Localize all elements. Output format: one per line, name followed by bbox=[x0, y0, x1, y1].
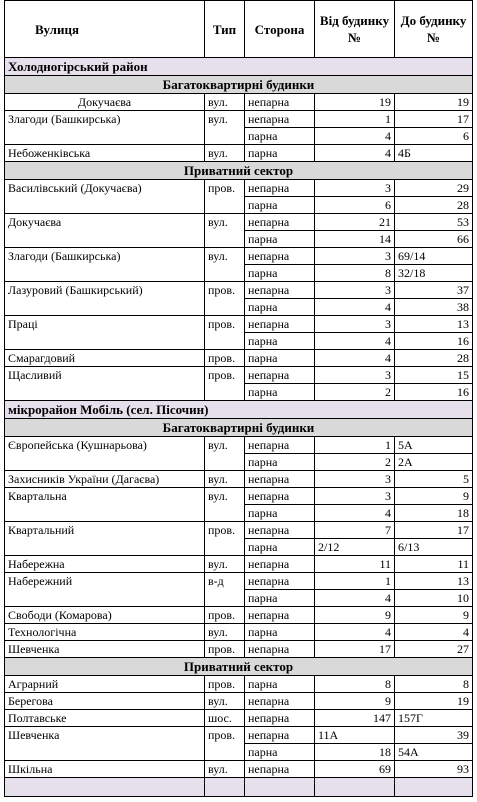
table-row bbox=[5, 693, 473, 710]
type-cell: пров. bbox=[205, 367, 245, 384]
street-cell: Докучаєва bbox=[5, 214, 205, 231]
side-cell: парна bbox=[245, 505, 315, 522]
housing-type-row bbox=[5, 162, 473, 180]
type-cell: пров. bbox=[205, 641, 245, 658]
type-cell: пров. bbox=[205, 607, 245, 624]
from-cell: 9 bbox=[315, 607, 395, 624]
table-row bbox=[5, 761, 473, 778]
table-row bbox=[5, 145, 473, 162]
to-cell: 19 bbox=[395, 693, 473, 710]
street-cell bbox=[5, 454, 205, 471]
from-cell: 7 bbox=[315, 522, 395, 539]
street-cell: Берегова bbox=[5, 693, 205, 710]
type-cell: вул. bbox=[205, 94, 245, 111]
to-cell: 16 bbox=[395, 384, 473, 401]
table-row bbox=[5, 539, 473, 556]
empty-cell bbox=[5, 778, 205, 797]
to-cell: 13 bbox=[395, 573, 473, 590]
side-cell: парна bbox=[245, 333, 315, 350]
side-cell: парна bbox=[245, 231, 315, 248]
to-cell: 15 bbox=[395, 367, 473, 384]
street-cell bbox=[5, 197, 205, 214]
to-cell: 39 bbox=[395, 727, 473, 744]
to-cell: 4Б bbox=[395, 145, 473, 162]
side-cell: непарна bbox=[245, 367, 315, 384]
from-cell: 3 bbox=[315, 471, 395, 488]
header-row bbox=[5, 1, 473, 58]
street-cell bbox=[5, 539, 205, 556]
type-cell bbox=[205, 590, 245, 607]
table-row bbox=[5, 94, 473, 111]
to-cell: 93 bbox=[395, 761, 473, 778]
from-cell: 14 bbox=[315, 231, 395, 248]
table-row bbox=[5, 197, 473, 214]
table-row bbox=[5, 180, 473, 197]
type-cell bbox=[205, 454, 245, 471]
table-row bbox=[5, 248, 473, 265]
type-cell bbox=[205, 265, 245, 282]
header-from: Від будинку № bbox=[315, 1, 395, 58]
table-row bbox=[5, 556, 473, 573]
from-cell: 21 bbox=[315, 214, 395, 231]
from-cell: 3 bbox=[315, 367, 395, 384]
side-cell: парна bbox=[245, 145, 315, 162]
side-cell: парна bbox=[245, 350, 315, 367]
side-cell: парна bbox=[245, 384, 315, 401]
to-cell: 38 bbox=[395, 299, 473, 316]
type-cell: вул. bbox=[205, 214, 245, 231]
street-cell: Полтавське bbox=[5, 710, 205, 727]
street-cell: Квартальний bbox=[5, 522, 205, 539]
to-cell: 2А bbox=[395, 454, 473, 471]
to-cell: 5А bbox=[395, 437, 473, 454]
empty-row bbox=[5, 778, 473, 797]
type-cell: вул. bbox=[205, 145, 245, 162]
to-cell: 17 bbox=[395, 522, 473, 539]
to-cell: 8 bbox=[395, 676, 473, 693]
side-cell: непарна bbox=[245, 471, 315, 488]
street-cell: Аграрний bbox=[5, 676, 205, 693]
side-cell: непарна bbox=[245, 693, 315, 710]
from-cell: 3 bbox=[315, 180, 395, 197]
housing-type-label: Приватний сектор bbox=[5, 658, 473, 676]
type-cell bbox=[205, 128, 245, 145]
header-to: До будинку № bbox=[395, 1, 473, 58]
side-cell: непарна bbox=[245, 282, 315, 299]
table-row bbox=[5, 299, 473, 316]
from-cell: 11А bbox=[315, 727, 395, 744]
street-cell: Шевченка bbox=[5, 641, 205, 658]
street-cell: Шевченка bbox=[5, 727, 205, 744]
type-cell bbox=[205, 231, 245, 248]
street-cell: Небоженківська bbox=[5, 145, 205, 162]
from-cell: 8 bbox=[315, 265, 395, 282]
side-cell: парна bbox=[245, 265, 315, 282]
type-cell: вул. bbox=[205, 248, 245, 265]
housing-type-label: Багатоквартирні будинки bbox=[5, 76, 473, 94]
table-row bbox=[5, 522, 473, 539]
type-cell bbox=[205, 744, 245, 761]
housing-type-row bbox=[5, 658, 473, 676]
type-cell: вул. bbox=[205, 761, 245, 778]
to-cell: 5 bbox=[395, 471, 473, 488]
table-row bbox=[5, 282, 473, 299]
type-cell: вул. bbox=[205, 624, 245, 641]
to-cell: 28 bbox=[395, 197, 473, 214]
table-row bbox=[5, 316, 473, 333]
street-cell: Лазуровий (Башкирський) bbox=[5, 282, 205, 299]
table-row bbox=[5, 128, 473, 145]
district-label: мікрорайон Мобіль (сел. Пісочин) bbox=[5, 401, 473, 419]
type-cell: вул. bbox=[205, 488, 245, 505]
from-cell: 11 bbox=[315, 556, 395, 573]
from-cell: 4 bbox=[315, 145, 395, 162]
to-cell: 6/13 bbox=[395, 539, 473, 556]
to-cell: 37 bbox=[395, 282, 473, 299]
side-cell: непарна bbox=[245, 573, 315, 590]
street-cell: Шкільна bbox=[5, 761, 205, 778]
side-cell: непарна bbox=[245, 641, 315, 658]
empty-cell bbox=[205, 778, 245, 797]
street-cell bbox=[5, 128, 205, 145]
from-cell: 4 bbox=[315, 590, 395, 607]
type-cell: вул. bbox=[205, 693, 245, 710]
side-cell: непарна bbox=[245, 522, 315, 539]
to-cell: 54А bbox=[395, 744, 473, 761]
from-cell: 3 bbox=[315, 488, 395, 505]
to-cell: 10 bbox=[395, 590, 473, 607]
table-row bbox=[5, 505, 473, 522]
street-cell: Технологічна bbox=[5, 624, 205, 641]
type-cell: пров. bbox=[205, 676, 245, 693]
side-cell: непарна bbox=[245, 437, 315, 454]
side-cell: парна bbox=[245, 197, 315, 214]
type-cell bbox=[205, 299, 245, 316]
from-cell: 2 bbox=[315, 454, 395, 471]
district-section-row bbox=[5, 58, 473, 76]
side-cell: парна bbox=[245, 624, 315, 641]
type-cell: вул. bbox=[205, 471, 245, 488]
side-cell: непарна bbox=[245, 710, 315, 727]
table-row bbox=[5, 744, 473, 761]
to-cell: 13 bbox=[395, 316, 473, 333]
street-cell: Докучаєва bbox=[5, 94, 205, 111]
type-cell bbox=[205, 197, 245, 214]
table-row bbox=[5, 454, 473, 471]
side-cell: непарна bbox=[245, 727, 315, 744]
from-cell: 4 bbox=[315, 505, 395, 522]
header-type: Тип bbox=[205, 1, 245, 58]
table-row bbox=[5, 607, 473, 624]
street-cell: Захисників України (Дагаєва) bbox=[5, 471, 205, 488]
housing-type-label: Приватний сектор bbox=[5, 162, 473, 180]
type-cell: пров. bbox=[205, 350, 245, 367]
street-cell: Смарагдовий bbox=[5, 350, 205, 367]
from-cell: 2/12 bbox=[315, 539, 395, 556]
type-cell bbox=[205, 384, 245, 401]
street-cell: Квартальна bbox=[5, 488, 205, 505]
to-cell: 69/14 bbox=[395, 248, 473, 265]
side-cell: непарна bbox=[245, 94, 315, 111]
side-cell: непарна bbox=[245, 111, 315, 128]
to-cell: 17 bbox=[395, 111, 473, 128]
district-section-row bbox=[5, 401, 473, 419]
street-cell: Злагоди (Башкирська) bbox=[5, 248, 205, 265]
side-cell: парна bbox=[245, 454, 315, 471]
from-cell: 3 bbox=[315, 316, 395, 333]
to-cell: 18 bbox=[395, 505, 473, 522]
table-row bbox=[5, 350, 473, 367]
from-cell: 4 bbox=[315, 128, 395, 145]
to-cell: 16 bbox=[395, 333, 473, 350]
street-cell: Свободи (Комарова) bbox=[5, 607, 205, 624]
table-row bbox=[5, 214, 473, 231]
type-cell: пров. bbox=[205, 282, 245, 299]
street-cell bbox=[5, 265, 205, 282]
table-row bbox=[5, 471, 473, 488]
side-cell: непарна bbox=[245, 214, 315, 231]
from-cell: 17 bbox=[315, 641, 395, 658]
from-cell: 8 bbox=[315, 676, 395, 693]
table-row bbox=[5, 384, 473, 401]
to-cell: 4 bbox=[395, 624, 473, 641]
header-street: Вулиця bbox=[5, 1, 205, 58]
table-row bbox=[5, 727, 473, 744]
type-cell: пров. bbox=[205, 316, 245, 333]
type-cell bbox=[205, 333, 245, 350]
from-cell: 3 bbox=[315, 282, 395, 299]
type-cell: вул. bbox=[205, 437, 245, 454]
street-cell bbox=[5, 590, 205, 607]
to-cell: 9 bbox=[395, 488, 473, 505]
street-cell: Злагоди (Башкирська) bbox=[5, 111, 205, 128]
side-cell: непарна bbox=[245, 248, 315, 265]
street-cell: Василівський (Докучаєва) bbox=[5, 180, 205, 197]
from-cell: 4 bbox=[315, 299, 395, 316]
housing-type-label: Багатоквартирні будинки bbox=[5, 419, 473, 437]
to-cell: 27 bbox=[395, 641, 473, 658]
street-cell: Європейська (Кушнарьова) bbox=[5, 437, 205, 454]
housing-type-row bbox=[5, 76, 473, 94]
side-cell: непарна bbox=[245, 488, 315, 505]
to-cell: 32/18 bbox=[395, 265, 473, 282]
street-cell bbox=[5, 505, 205, 522]
to-cell: 11 bbox=[395, 556, 473, 573]
to-cell: 66 bbox=[395, 231, 473, 248]
type-cell: шос. bbox=[205, 710, 245, 727]
table-row bbox=[5, 676, 473, 693]
to-cell: 28 bbox=[395, 350, 473, 367]
table-row bbox=[5, 590, 473, 607]
to-cell: 6 bbox=[395, 128, 473, 145]
table-body bbox=[5, 58, 473, 797]
from-cell: 18 bbox=[315, 744, 395, 761]
table-row bbox=[5, 641, 473, 658]
side-cell: непарна bbox=[245, 316, 315, 333]
empty-cell bbox=[315, 778, 395, 797]
street-cell bbox=[5, 231, 205, 248]
street-cell: Набережний bbox=[5, 573, 205, 590]
from-cell: 4 bbox=[315, 624, 395, 641]
side-cell: непарна bbox=[245, 180, 315, 197]
table-row bbox=[5, 624, 473, 641]
from-cell: 1 bbox=[315, 437, 395, 454]
district-label: Холодногірський район bbox=[5, 58, 473, 76]
type-cell: вул. bbox=[205, 556, 245, 573]
to-cell: 157Г bbox=[395, 710, 473, 727]
street-cell: Праці bbox=[5, 316, 205, 333]
from-cell: 6 bbox=[315, 197, 395, 214]
side-cell: парна bbox=[245, 128, 315, 145]
type-cell: пров. bbox=[205, 522, 245, 539]
street-cell bbox=[5, 744, 205, 761]
table-row bbox=[5, 231, 473, 248]
from-cell: 2 bbox=[315, 384, 395, 401]
table-row bbox=[5, 333, 473, 350]
table-row bbox=[5, 367, 473, 384]
from-cell: 4 bbox=[315, 333, 395, 350]
side-cell: непарна bbox=[245, 761, 315, 778]
to-cell: 53 bbox=[395, 214, 473, 231]
type-cell: пров. bbox=[205, 727, 245, 744]
type-cell: пров. bbox=[205, 180, 245, 197]
table-row bbox=[5, 437, 473, 454]
side-cell: парна bbox=[245, 539, 315, 556]
from-cell: 147 bbox=[315, 710, 395, 727]
side-cell: непарна bbox=[245, 607, 315, 624]
to-cell: 29 bbox=[395, 180, 473, 197]
street-cell bbox=[5, 333, 205, 350]
street-cell bbox=[5, 384, 205, 401]
empty-cell bbox=[395, 778, 473, 797]
street-cell: Набережна bbox=[5, 556, 205, 573]
street-cell: Щасливий bbox=[5, 367, 205, 384]
from-cell: 1 bbox=[315, 111, 395, 128]
type-cell bbox=[205, 539, 245, 556]
housing-type-row bbox=[5, 419, 473, 437]
type-cell: в-д bbox=[205, 573, 245, 590]
to-cell: 9 bbox=[395, 607, 473, 624]
side-cell: непарна bbox=[245, 556, 315, 573]
side-cell: парна bbox=[245, 676, 315, 693]
table-row bbox=[5, 573, 473, 590]
type-cell: вул. bbox=[205, 111, 245, 128]
side-cell: парна bbox=[245, 744, 315, 761]
table-row bbox=[5, 265, 473, 282]
side-cell: парна bbox=[245, 299, 315, 316]
street-schedule-table bbox=[4, 0, 473, 797]
empty-cell bbox=[245, 778, 315, 797]
header-side: Сторона bbox=[245, 1, 315, 58]
from-cell: 4 bbox=[315, 350, 395, 367]
table-row bbox=[5, 710, 473, 727]
street-cell bbox=[5, 299, 205, 316]
table-row bbox=[5, 111, 473, 128]
table-row bbox=[5, 488, 473, 505]
from-cell: 19 bbox=[315, 94, 395, 111]
from-cell: 3 bbox=[315, 248, 395, 265]
side-cell: парна bbox=[245, 590, 315, 607]
from-cell: 69 bbox=[315, 761, 395, 778]
to-cell: 19 bbox=[395, 94, 473, 111]
type-cell bbox=[205, 505, 245, 522]
from-cell: 1 bbox=[315, 573, 395, 590]
from-cell: 9 bbox=[315, 693, 395, 710]
